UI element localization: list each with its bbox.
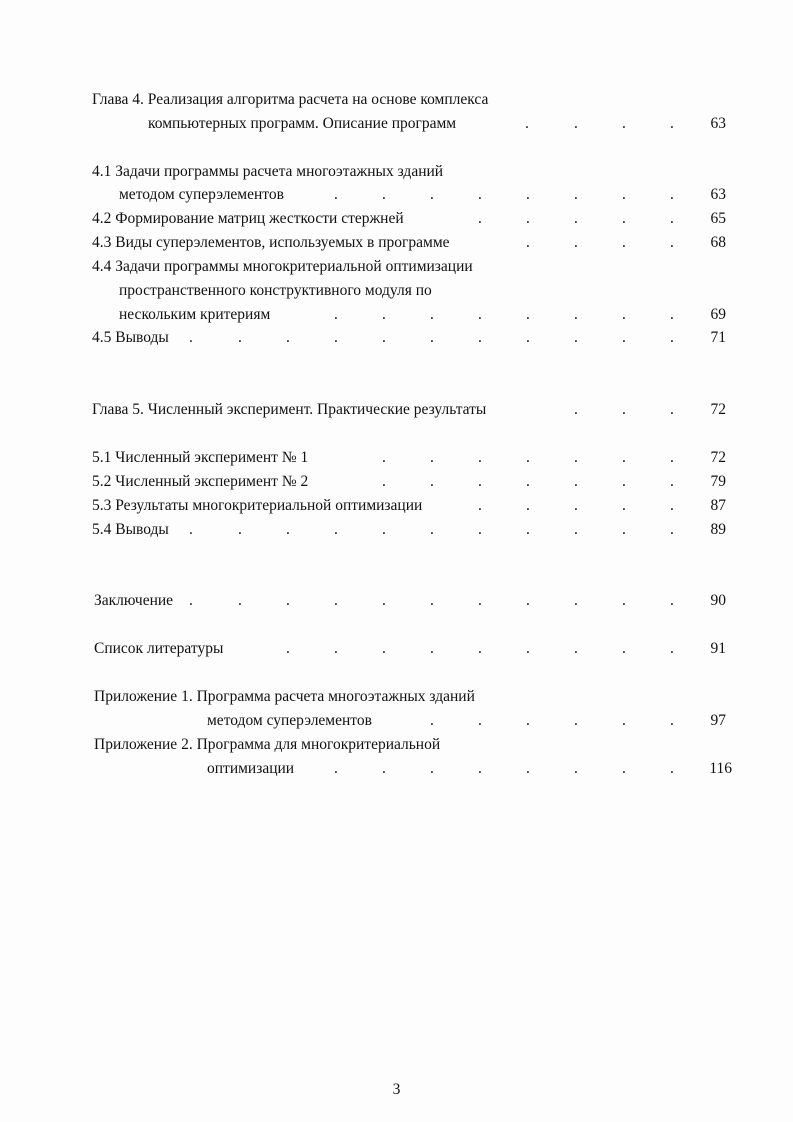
toc-chapter-5-title: Глава 5. Численный эксперимент. Практические результаты <box>92 401 487 418</box>
toc-section-4-3-title: 4.3 Виды суперэлементов, используемых в программе <box>92 234 450 251</box>
toc-section-4-4-page: 69 <box>710 306 726 323</box>
toc-section-4-4-title-line-1: 4.4 Задачи программы многокритериальной оптимизации <box>92 258 473 275</box>
toc-conclusion-page: 90 <box>710 592 726 609</box>
toc-section-5-3-page: 87 <box>710 497 726 514</box>
toc-chapter-5-page: 72 <box>710 401 726 418</box>
toc-section-4-1-page: 63 <box>710 186 726 203</box>
toc-section-4-1-title-line-2: методом суперэлементов <box>119 186 284 203</box>
toc-section-5-1-page: 72 <box>710 449 726 466</box>
toc-appendix-2-title-line-1: Приложение 2. Программа для многокритериальной <box>94 736 441 753</box>
toc-conclusion-title: Заключение <box>94 592 174 609</box>
toc-section-5-3-title: 5.3 Результаты многокритериальной оптимизации <box>92 497 423 514</box>
toc-literature-page: 91 <box>710 640 726 657</box>
toc-section-4-3-page: 68 <box>710 234 726 251</box>
toc-chapter-4-title-line-2: компьютерных программ. Описание программ <box>148 115 457 132</box>
toc-section-4-4-title-line-2: пространственного конструктивного модуля по <box>119 282 432 299</box>
toc-section-5-2-title: 5.2 Численный эксперимент № 2 <box>92 473 309 490</box>
toc-appendix-1-page: 97 <box>710 712 726 729</box>
toc-section-5-4-page: 89 <box>710 521 726 538</box>
toc-section-4-2-title: 4.2 Формирование матриц жесткости стержней <box>92 210 404 227</box>
document-page: Глава 4. Реализация алгоритма расчета на основе комплекса компьютерных программ. Описание программ . . . . 63 4.1 Задачи программы расчета многоэтажных зданий методом суперэлементов . . . . . . . . 63 4.2 Формирование матриц жесткости стержней . . . . . 65 4.3 Виды суперэлементов, используемых в программе . . . . 68 4.4 Задачи программы многокритериальной оптимизации пространственного конструктивного модуля по нескольким критериям . . . . . . . . 69 4.5 Выводы . . . . . . . . . . . 71 Глава 5. Численный эксперимент. Практические результаты . . . 72 5.1 Численный эксперимент № 1 . . . . . . . 72 5.2 Численный эксперимент № 2 . . . . . . . 79 5.3 Результаты многокритериальной оптимизации . . . . . 87 5.4 Выводы . . . . . . . . . . . 89 Заключение . . . . . . . . . . . 90 Список литературы . . . . . . . . . 91 Приложение 1. Программа расчета многоэтажных зданий методом суперэлементов . . . . . . 97 Приложение 2. Программа для многокритериальной оптимизации . . . . . . . . 116 3 <box>0 0 793 1122</box>
toc-chapter-4-page: 63 <box>710 115 726 132</box>
toc-section-4-4-title-line-3: нескольким критериям <box>119 306 271 323</box>
toc-section-5-2-page: 79 <box>710 473 726 490</box>
toc-section-4-5-title: 4.5 Выводы <box>92 329 169 346</box>
toc-appendix-1-title-line-2: методом суперэлементов <box>207 712 372 729</box>
toc-appendix-2-page: 116 <box>709 760 732 777</box>
toc-section-5-4-title: 5.4 Выводы <box>92 521 169 538</box>
toc-section-4-1-title-line-1: 4.1 Задачи программы расчета многоэтажных зданий <box>92 163 444 180</box>
toc-chapter-4-title-line-1: Глава 4. Реализация алгоритма расчета на основе комплекса <box>92 91 489 108</box>
toc-section-5-1-title: 5.1 Численный эксперимент № 1 <box>92 449 309 466</box>
toc-literature-title: Список литературы <box>94 640 224 657</box>
toc-section-4-2-page: 65 <box>710 210 726 227</box>
toc-appendix-2-title-line-2: оптимизации <box>207 760 295 777</box>
page-number: 3 <box>392 1081 401 1098</box>
toc-appendix-1-title-line-1: Приложение 1. Программа расчета многоэтажных зданий <box>94 688 475 705</box>
toc-section-4-5-page: 71 <box>710 329 726 346</box>
